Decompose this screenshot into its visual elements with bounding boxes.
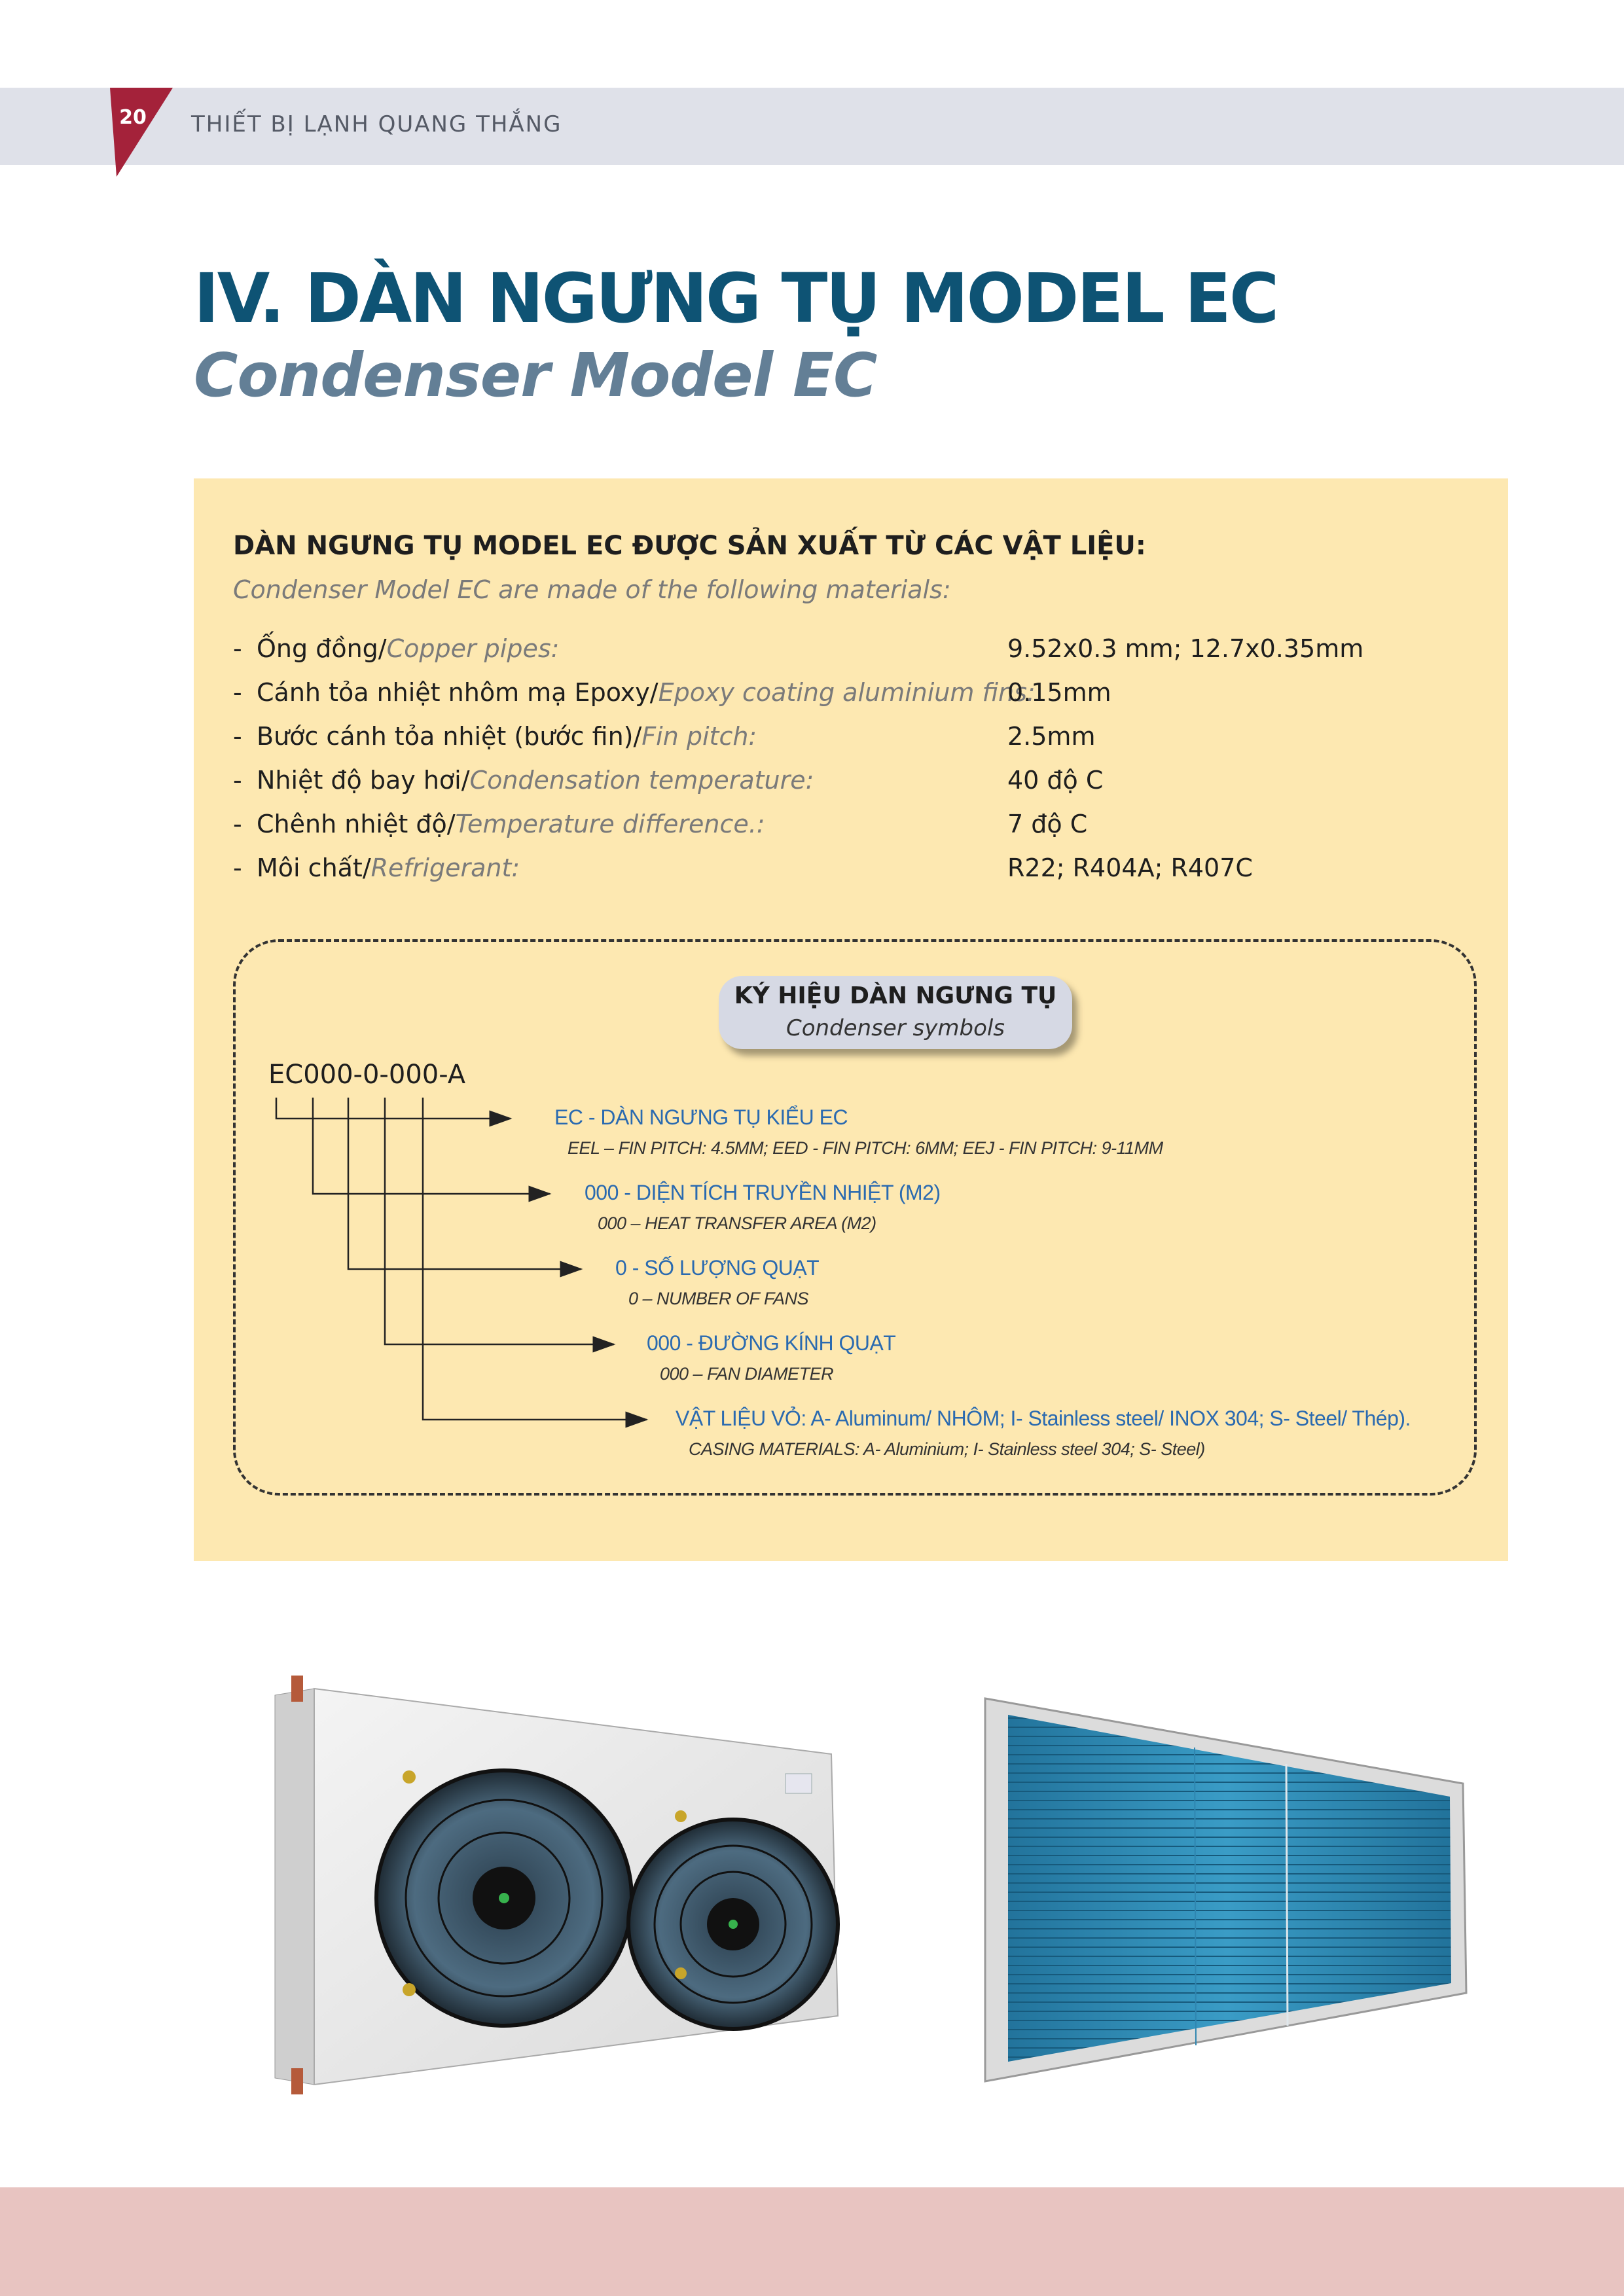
spec-label-vi: Bước cánh tỏa nhiệt (bước fin)/ — [257, 722, 642, 751]
page-subtitle: Condenser Model EC — [194, 340, 877, 410]
bullet-dash: - — [233, 678, 242, 707]
model-code: EC000-0-000-A — [268, 1060, 466, 1090]
spec-label-vi: Cánh tỏa nhiệt nhôm mạ Epoxy/ — [257, 678, 659, 707]
code-desc-area-en: 000 – HEAT TRANSFER AREA (M2) — [598, 1213, 876, 1233]
materials-title: DÀN NGƯNG TỤ MODEL EC ĐƯỢC SẢN XUẤT TỪ CÁC VẬT LIỆU: — [233, 531, 1146, 561]
code-desc-diameter: 000 - ĐƯỜNG KÍNH QUẠT — [647, 1331, 896, 1355]
connector-line-type — [276, 1098, 511, 1119]
bullet-dash: - — [233, 766, 242, 795]
page-number-flag — [110, 88, 182, 177]
spec-row — [233, 634, 1477, 671]
bullet-dash: - — [233, 810, 242, 838]
condenser-coil-image — [979, 1692, 1476, 2085]
code-desc-fans: 0 - SỐ LƯỢNG QUẠT — [615, 1256, 820, 1280]
page-number: 20 — [119, 106, 147, 129]
code-desc-fans-en: 0 – NUMBER OF FANS — [628, 1289, 809, 1308]
header-company-name: THIẾT BỊ LẠNH QUANG THẮNG — [191, 111, 562, 137]
symbols-heading-en: Condenser symbols — [785, 1015, 1005, 1041]
spec-row — [233, 722, 1477, 759]
bullet-dash: - — [233, 634, 242, 663]
spec-label-vi: Ống đồng/ — [257, 634, 387, 663]
spec-row — [233, 678, 1477, 715]
spec-label-en: Refrigerant: — [370, 853, 520, 882]
spec-value: 7 độ C — [1007, 810, 1088, 838]
code-desc-area: 000 - DIỆN TÍCH TRUYỀN NHIỆT (M2) — [585, 1181, 941, 1204]
spec-label-vi: Nhiệt độ bay hơi/ — [257, 766, 470, 795]
code-desc-type: EC - DÀN NGƯNG TỤ KIỂU EC — [554, 1105, 848, 1129]
spec-label-vi: Môi chất/ — [257, 853, 371, 882]
connector-line-diameter — [385, 1098, 614, 1344]
condenser-symbols-diagram — [233, 939, 1477, 1496]
spec-label-en: Temperature difference.: — [455, 810, 765, 838]
spec-value: 9.52x0.3 mm; 12.7x0.35mm — [1007, 634, 1364, 663]
spec-label-en: Epoxy coating aluminium fins: — [658, 678, 1036, 707]
condenser-with-fans-image — [262, 1676, 844, 2094]
spec-value: R22; R404A; R407C — [1007, 853, 1253, 882]
spec-row — [233, 853, 1477, 890]
page-title: IV. DÀN NGƯNG TỤ MODEL EC — [194, 259, 1278, 338]
materials-subtitle: Condenser Model EC are made of the following materials: — [233, 575, 951, 604]
spec-row — [233, 766, 1477, 802]
spec-value: 0.15mm — [1007, 678, 1111, 707]
symbols-heading-vi: KÝ HIỆU DÀN NGƯNG TỤ — [734, 982, 1057, 1009]
code-desc-type-en: EEL – FIN PITCH: 4.5MM; EED - FIN PITCH: 6MM; EEJ - FIN PITCH: 9-11MM — [568, 1138, 1163, 1158]
bullet-dash: - — [233, 722, 242, 751]
spec-label-en: Fin pitch: — [641, 722, 757, 751]
spec-label-vi: Chênh nhiệt độ/ — [257, 810, 456, 838]
spec-label-en: Condensation temperature: — [469, 766, 814, 795]
connector-line-fans — [348, 1098, 581, 1269]
bullet-dash: - — [233, 853, 242, 882]
footer-band — [0, 2187, 1624, 2296]
code-desc-casing: VẬT LIỆU VỎ: A- Aluminum/ NHÔM; I- Stainless steel/ INOX 304; S- Steel/ Thép). — [676, 1407, 1411, 1430]
code-desc-diameter-en: 000 – FAN DIAMETER — [660, 1364, 834, 1384]
spec-value: 2.5mm — [1007, 722, 1096, 751]
spec-row — [233, 810, 1477, 846]
spec-label-en: Copper pipes: — [386, 634, 560, 663]
materials-panel — [194, 478, 1508, 1561]
spec-value: 40 độ C — [1007, 766, 1104, 795]
code-desc-casing-en: CASING MATERIALS: A- Aluminium; I- Stainless steel 304; S- Steel) — [689, 1439, 1205, 1459]
